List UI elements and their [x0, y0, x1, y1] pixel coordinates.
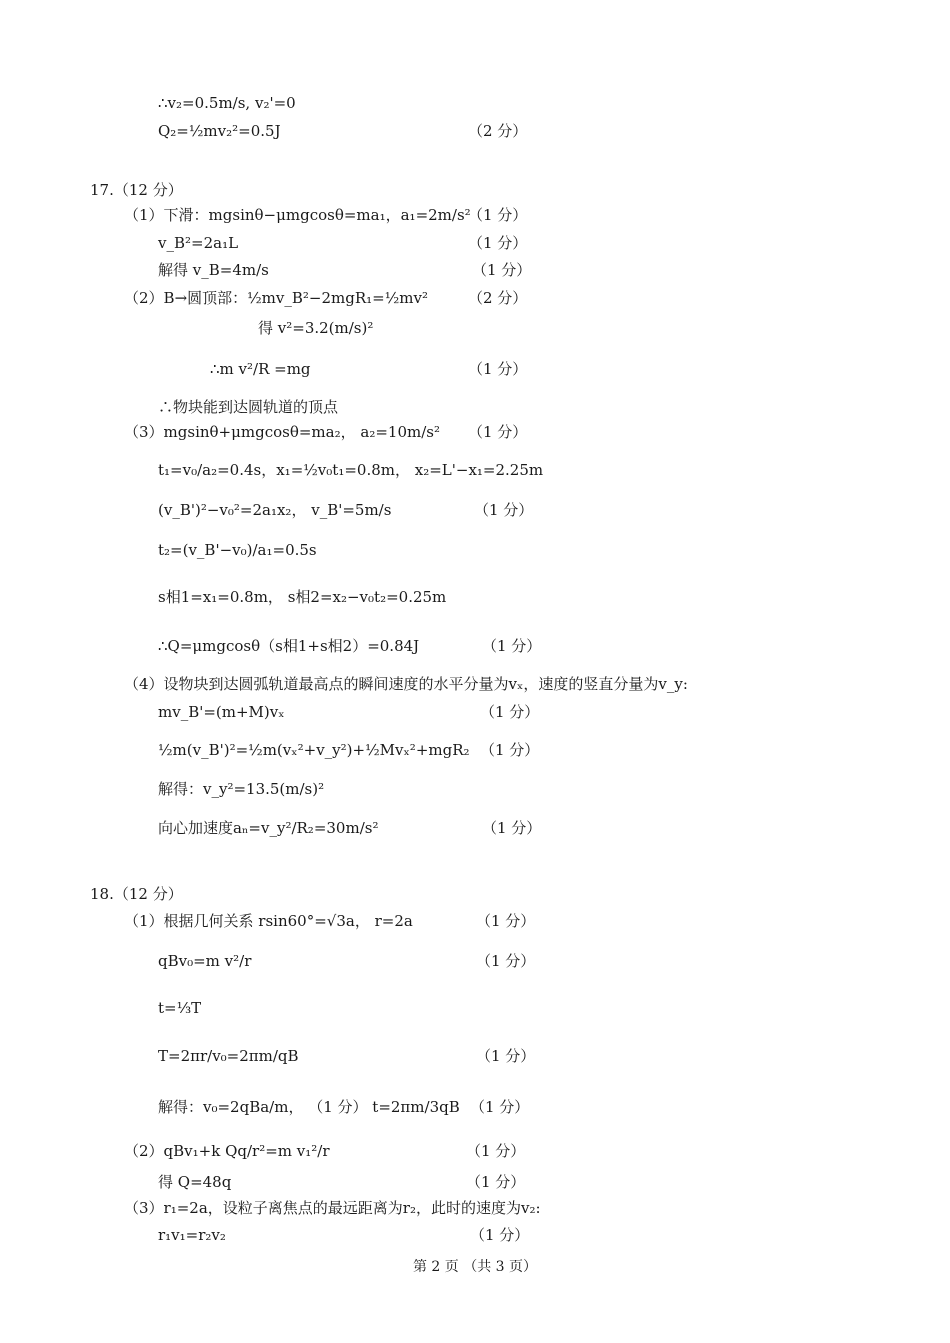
line-10: ∴物块能到达圆轨道的顶点 — [158, 398, 339, 416]
line-20: 解得：v_y²=13.5(m/s)² — [158, 780, 325, 798]
points-27: （1 分） — [470, 1098, 530, 1116]
line-30: （3）r₁=2a，设粒子离焦点的最远距离为r₂，此时的速度为v₂: — [124, 1199, 541, 1217]
points-5: （1 分） — [468, 234, 528, 252]
line-5: v_B²=2a₁L — [158, 234, 239, 252]
points-4: （1 分） — [468, 206, 528, 224]
line-28: （2）qBv₁+k Qq/r²=m v₁²/r — [124, 1142, 330, 1160]
line-8: 得 v²=3.2(m/s)² — [258, 319, 374, 337]
line-12: t₁=v₀/a₂=0.4s，x₁=½v₀t₁=0.8m， x₂=L'−x₁=2.25m — [158, 461, 544, 479]
points-19: （1 分） — [480, 741, 540, 759]
points-24: （1 分） — [476, 952, 536, 970]
line-26: T=2πr/v₀=2πm/qB — [158, 1047, 299, 1065]
points-26: （1 分） — [476, 1047, 536, 1065]
line-21: 向心加速度aₙ=v_y²/R₂=30m/s² — [158, 819, 379, 837]
points-16: （1 分） — [482, 637, 542, 655]
line-18: mv_B'=(m+M)vₓ — [158, 703, 285, 721]
line-9: ∴m v²/R =mg — [210, 360, 311, 378]
line-11: （3）mgsinθ+μmgcosθ=ma₂， a₂=10m/s² — [124, 423, 440, 441]
points-21: （1 分） — [482, 819, 542, 837]
line-31: r₁v₁=r₂v₂ — [158, 1226, 226, 1244]
points-23: （1 分） — [476, 912, 536, 930]
line-14: t₂=(v_B'−v₀)/a₁=0.5s — [158, 541, 317, 559]
line-29: 得 Q=48q — [158, 1173, 232, 1191]
points-11: （1 分） — [468, 423, 528, 441]
page-number-footer: 第 2 页 （共 3 页） — [412, 1259, 538, 1275]
line-6: 解得 v_B=4m/s — [158, 261, 269, 279]
points-2: （2 分） — [468, 122, 528, 140]
line-19: ½m(v_B')²=½m(vₓ²+v_y²)+½Mvₓ²+mgR₂ — [158, 741, 470, 759]
line-16: ∴Q=μmgcosθ（s相1+s相2）=0.84J — [158, 637, 420, 655]
points-28: （1 分） — [466, 1142, 526, 1160]
points-18: （1 分） — [480, 703, 540, 721]
line-4: （1）下滑：mgsinθ−μmgcosθ=ma₁，a₁=2m/s² — [124, 206, 471, 224]
line-17: （4）设物块到达圆弧轨道最高点的瞬间速度的水平分量为vₓ，速度的竖直分量为v_y: — [124, 675, 688, 693]
line-27: 解得：v₀=2qBa/m， （1 分） t=2πm/3qB — [158, 1098, 460, 1116]
line-1: ∴v₂=0.5m/s, v₂'=0 — [158, 94, 296, 112]
points-29: （1 分） — [466, 1173, 526, 1191]
points-6: （1 分） — [472, 261, 532, 279]
points-9: （1 分） — [468, 360, 528, 378]
question-17-header: 17.（12 分） — [90, 181, 183, 199]
line-15: s相1=x₁=0.8m， s相2=x₂−v₀t₂=0.25m — [158, 588, 447, 606]
line-2: Q₂=½mv₂²=0.5J — [158, 122, 281, 140]
line-13: (v_B')²−v₀²=2a₁x₂， v_B'=5m/s — [158, 501, 392, 519]
points-31: （1 分） — [470, 1226, 530, 1244]
points-13: （1 分） — [474, 501, 534, 519]
line-25: t=⅓T — [158, 999, 202, 1017]
line-23: （1）根据几何关系 rsin60°=√3a， r=2a — [124, 912, 413, 930]
line-24: qBv₀=m v²/r — [158, 952, 252, 970]
line-7: （2）B→圆顶部：½mv_B²−2mgR₁=½mv² — [124, 289, 428, 307]
question-18-header: 18.（12 分） — [90, 885, 183, 903]
points-7: （2 分） — [468, 289, 528, 307]
